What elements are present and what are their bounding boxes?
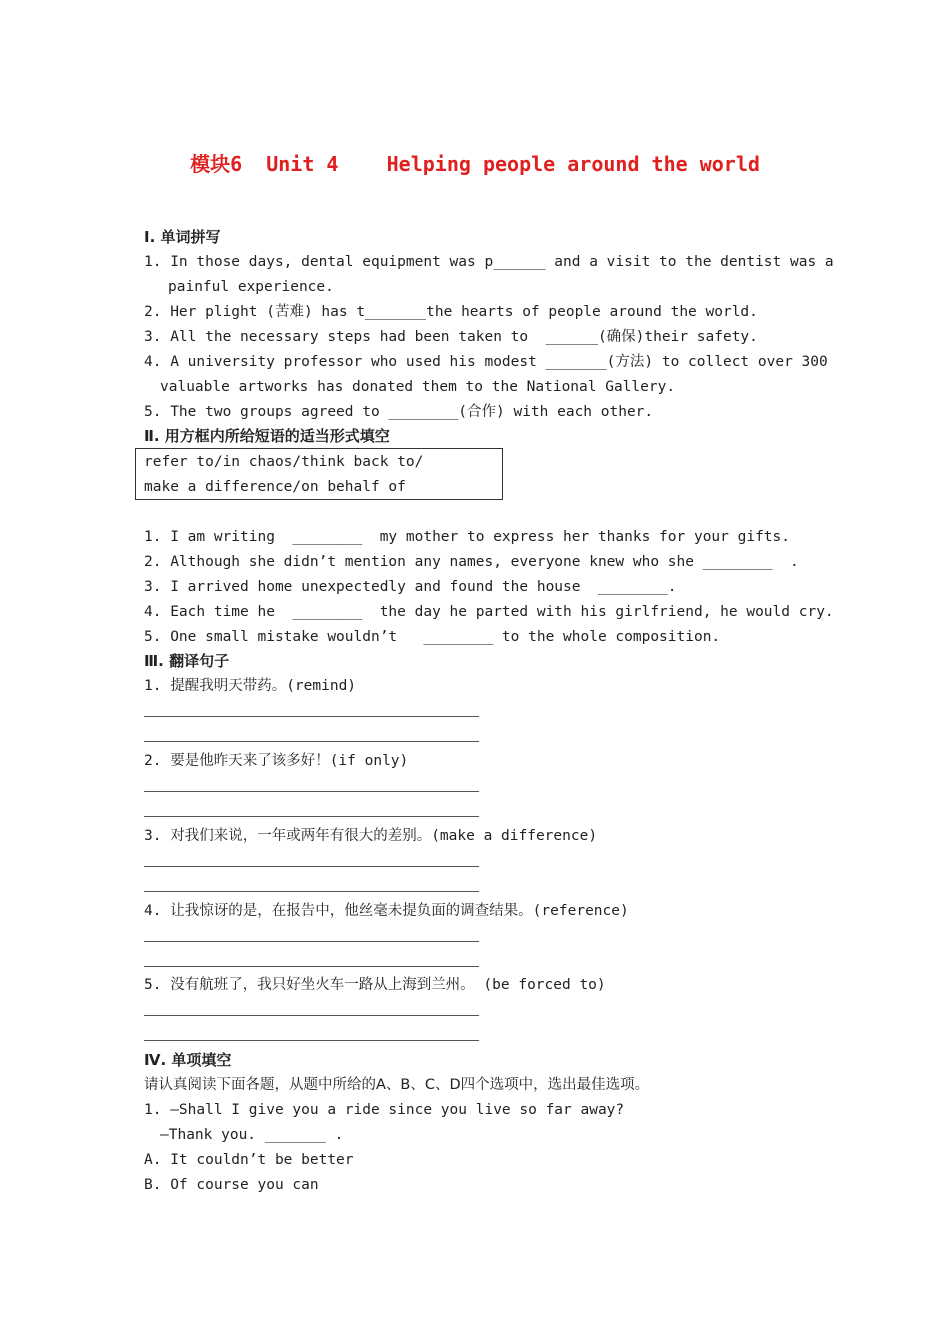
section-2-line: 3. I arrived home unexpectedly and found the house ________. (144, 579, 677, 595)
answer-line[interactable] (144, 941, 479, 942)
translation-item: 5. 没有航班了，我只好坐火车一路从上海到兰州。 (be forced to) (144, 977, 606, 993)
section-1-heading: Ⅰ. 单词拼写 (144, 228, 221, 246)
section-4-heading: Ⅳ. 单项填空 (144, 1051, 232, 1069)
answer-line[interactable] (144, 716, 479, 717)
answer-line[interactable] (144, 891, 479, 892)
phrase-box-line: make a difference/on behalf of (144, 479, 406, 495)
section-1-line: 4. A university professor who used his modest _______(方法) to collect over 300 (144, 354, 828, 370)
translation-item: 4. 让我惊讶的是，在报告中，他丝毫未提负面的调查结果。(reference) (144, 903, 629, 919)
section-1-line: 5. The two groups agreed to ________(合作) with each other. (144, 404, 654, 420)
option-b[interactable]: B. Of course you can (144, 1177, 319, 1193)
section-2-heading: Ⅱ. 用方框内所给短语的适当形式填空 (144, 427, 390, 445)
answer-line[interactable] (144, 816, 479, 817)
section-4-instruction: 请认真阅读下面各题，从题中所给的A、B、C、D四个选项中，选出最佳选项。 (144, 1077, 650, 1093)
section-1-line: painful experience. (168, 279, 334, 295)
phrase-box-line: refer to/in chaos/think back to/ (144, 454, 424, 470)
answer-line[interactable] (144, 866, 479, 867)
section-2-line: 1. I am writing ________ my mother to express her thanks for your gifts. (144, 529, 791, 545)
section-2-line: 4. Each time he ________ the day he parted with his girlfriend, he would cry. (144, 604, 834, 620)
translation-item: 2. 要是他昨天来了该多好！(if only) (144, 753, 409, 769)
question-1-response: —Thank you. _______ . (160, 1127, 344, 1143)
section-1-line: 1. In those days, dental equipment was p______ and a visit to the dentist was a (144, 254, 834, 270)
section-1-line: valuable artworks has donated them to the National Gallery. (160, 379, 676, 395)
translation-item: 1. 提醒我明天带药。(remind) (144, 678, 357, 694)
section-3-heading: Ⅲ. 翻译句子 (144, 652, 230, 670)
phrase-box (135, 448, 503, 500)
translation-item: 3. 对我们来说，一年或两年有很大的差别。(make a difference) (144, 828, 598, 844)
answer-line[interactable] (144, 966, 479, 967)
question-1: 1. —Shall I give you a ride since you live so far away? (144, 1102, 625, 1118)
answer-line[interactable] (144, 1015, 479, 1016)
answer-line[interactable] (144, 791, 479, 792)
answer-line[interactable] (144, 741, 479, 742)
option-a[interactable]: A. It couldn’t be better (144, 1152, 354, 1168)
page-title: 模块6 Unit 4 Helping people around the world (190, 152, 760, 176)
section-1-line: 3. All the necessary steps had been taken to ______(确保)their safety. (144, 329, 758, 345)
section-2-line: 2. Although she didn’t mention any names, everyone knew who she ________ . (144, 554, 799, 570)
section-1-line: 2. Her plight (苦难) has t_______the hearts of people around the world. (144, 304, 758, 320)
section-2-line: 5. One small mistake wouldn’t ________ to the whole composition. (144, 629, 721, 645)
answer-line[interactable] (144, 1040, 479, 1041)
